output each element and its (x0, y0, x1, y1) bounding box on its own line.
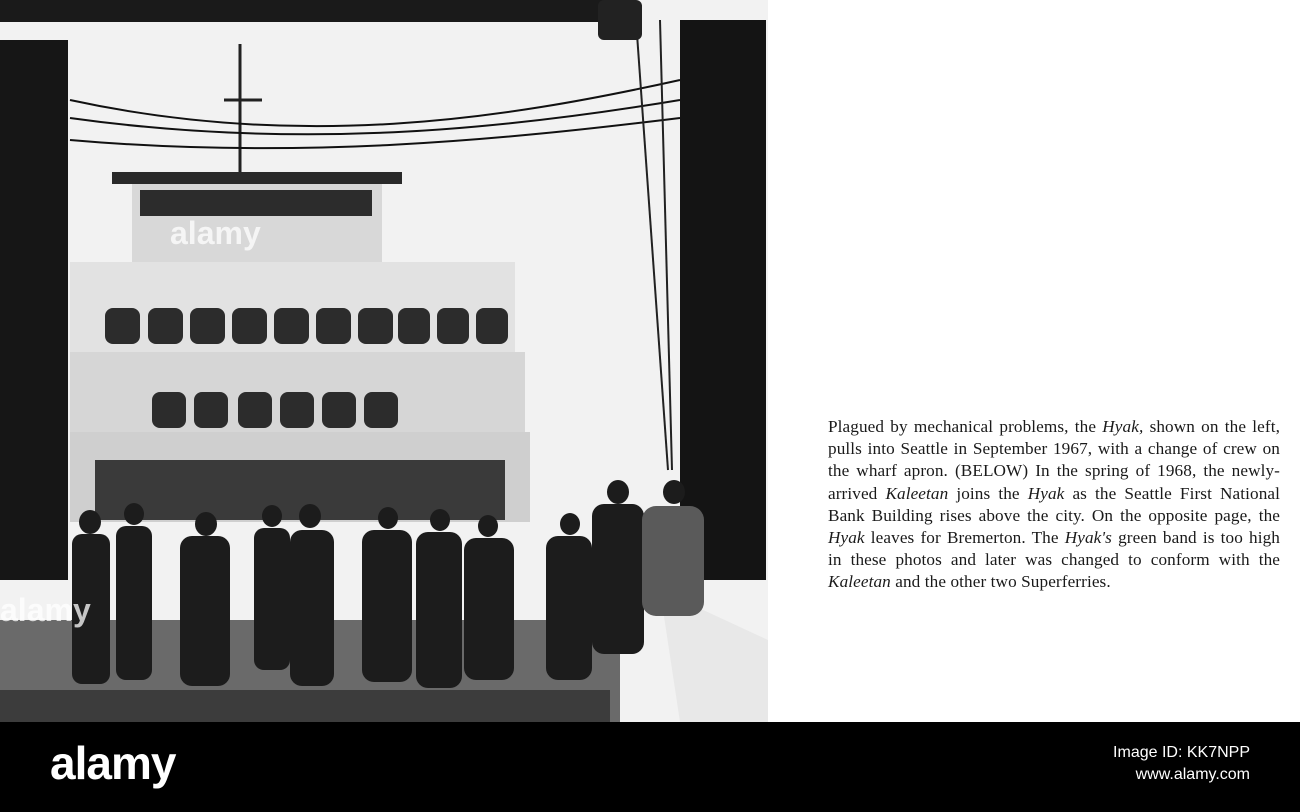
caption-text-run: Plagued by mechanical problems, the (828, 417, 1103, 436)
caption-italic-run: Hyak (1027, 483, 1065, 503)
caption-italic-run: Hyak, (1102, 417, 1144, 436)
caption-italic-run: Kaleetan (828, 572, 891, 592)
caption-text-run: and the other two Superferries. (890, 572, 1111, 592)
caption-text-run: joins the (948, 483, 1028, 503)
image-id-label: Image ID: KK7NPP (1113, 744, 1250, 761)
alamy-logo[interactable]: alamy (50, 737, 176, 789)
caption-text-run: shown on the left, pulls into Seattle in September 1967, with a change of crew on the wharf apron. (BELOW) In the spring of 1968, the newly-arrived (828, 417, 1280, 503)
caption-text-run: green band is too high in these photos and later was changed to conform with the (828, 528, 1280, 570)
watermark-a-top: alamy (170, 215, 261, 251)
caption-text-run: leaves for Bremerton. The (864, 528, 1065, 548)
caption-text-run: as the Seattle First National Bank Building rises above the city. On the opposite page, the (828, 483, 1280, 525)
footer-bar (0, 722, 1300, 812)
watermark-a-left: alamy (0, 592, 91, 628)
caption-italic-run: Hyak's (1064, 528, 1112, 548)
caption-italic-run: Hyak (828, 528, 865, 548)
caption-italic-run: Kaleetan (885, 483, 949, 503)
site-url-link[interactable]: www.alamy.com (1135, 766, 1250, 783)
photo-caption (828, 416, 1280, 594)
